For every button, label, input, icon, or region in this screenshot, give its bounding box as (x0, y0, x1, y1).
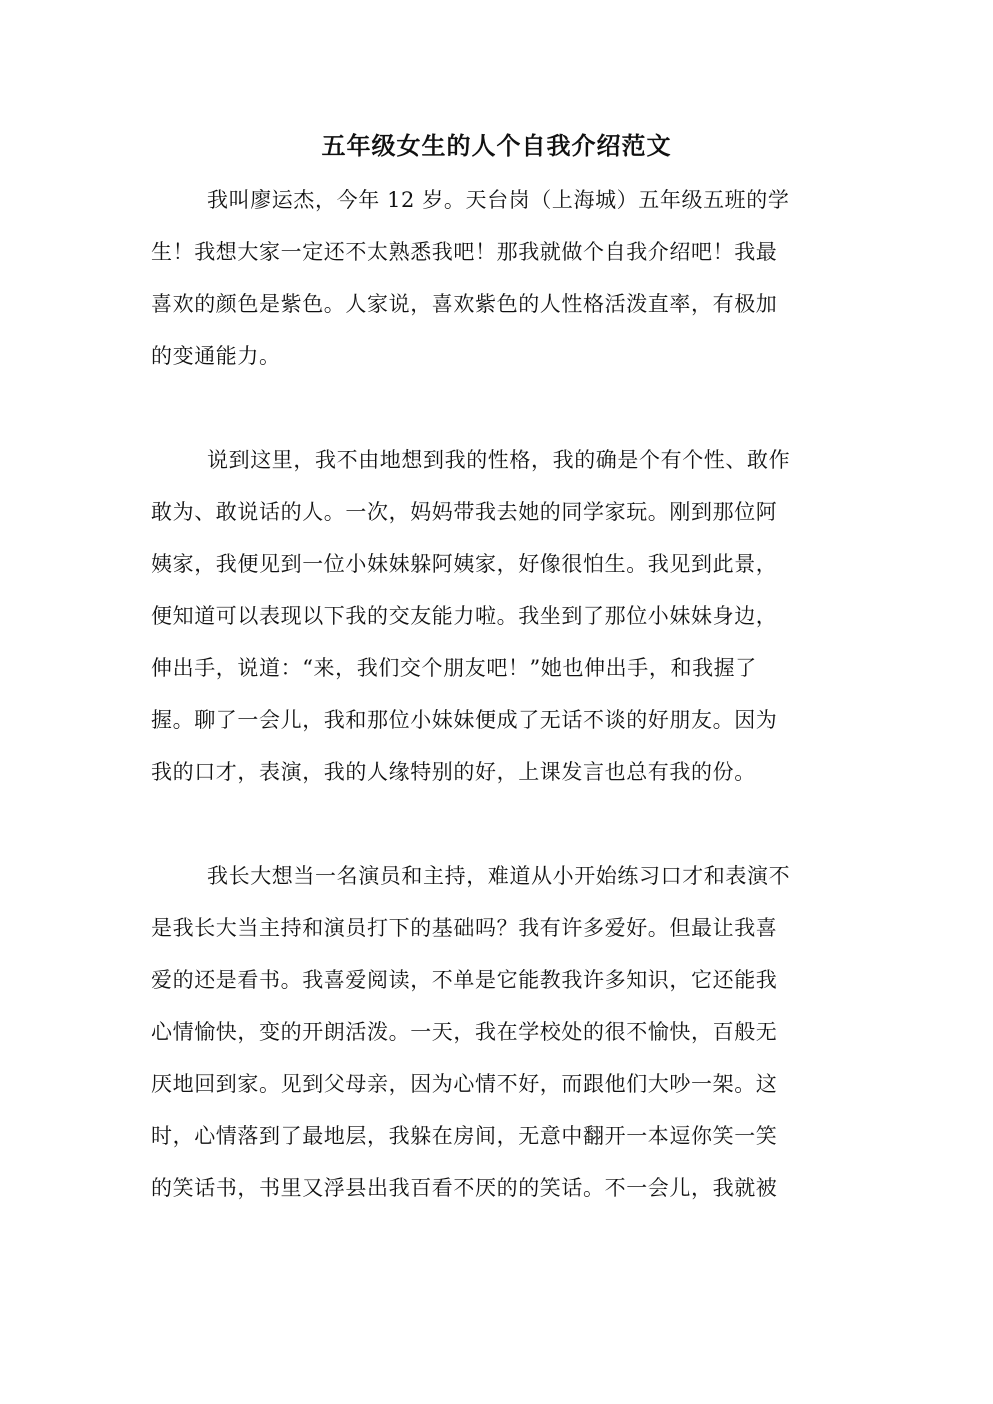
paragraph-1-line-2: 生！我想大家一定还不太熟悉我吧！那我就做个自我介绍吧！我最 (151, 240, 778, 264)
paragraph-3-line-4: 心情愉快，变的开朗活泼。一天，我在学校处的很不愉快，百般无 (151, 1020, 778, 1044)
paragraph-2-line-1: 说到这里，我不由地想到我的性格，我的确是个有个性、敢作 (207, 448, 791, 472)
paragraph-1-line-4: 的变通能力。 (151, 344, 281, 368)
paragraph-2-line-5: 伸出手，说道：“来，我们交个朋友吧！”她也伸出手，和我握了 (151, 656, 757, 680)
paragraph-1-line-1: 我叫廖运杰，今年 12 岁。天台岗（上海城）五年级五班的学 (207, 188, 790, 212)
paragraph-3-line-1: 我长大想当一名演员和主持，难道从小开始练习口才和表演不 (207, 864, 791, 888)
paragraph-3-line-7: 的笑话书，书里又浮县出我百看不厌的的笑话。不一会儿，我就被 (151, 1176, 778, 1200)
paragraph-3-line-2: 是我长大当主持和演员打下的基础吗？我有许多爱好。但最让我喜 (151, 916, 778, 940)
paragraph-2-line-4: 便知道可以表现以下我的交友能力啦。我坐到了那位小妹妹身边， (151, 604, 778, 628)
paragraph-3-line-5: 厌地回到家。见到父母亲，因为心情不好，而跟他们大吵一架。这 (151, 1072, 778, 1096)
paragraph-3-line-6: 时，心情落到了最地层，我躲在房间，无意中翻开一本逗你笑一笑 (151, 1124, 778, 1148)
paragraph-2-line-2: 敢为、敢说话的人。一次，妈妈带我去她的同学家玩。刚到那位阿 (151, 500, 778, 524)
paragraph-2-line-6: 握。聊了一会儿，我和那位小妹妹便成了无话不谈的好朋友。因为 (151, 708, 778, 732)
paragraph-1-line-3: 喜欢的颜色是紫色。人家说，喜欢紫色的人性格活泼直率，有极加 (151, 292, 778, 316)
paragraph-3-line-3: 爱的还是看书。我喜爱阅读，不单是它能教我许多知识，它还能我 (151, 968, 778, 992)
paragraph-2-line-7: 我的口才，表演，我的人缘特别的好，上课发言也总有我的份。 (151, 760, 756, 784)
paragraph-2-line-3: 姨家，我便见到一位小妹妹躲阿姨家，好像很怕生。我见到此景， (151, 552, 778, 576)
document-title: 五年级女生的人个自我介绍范文 (321, 131, 672, 160)
